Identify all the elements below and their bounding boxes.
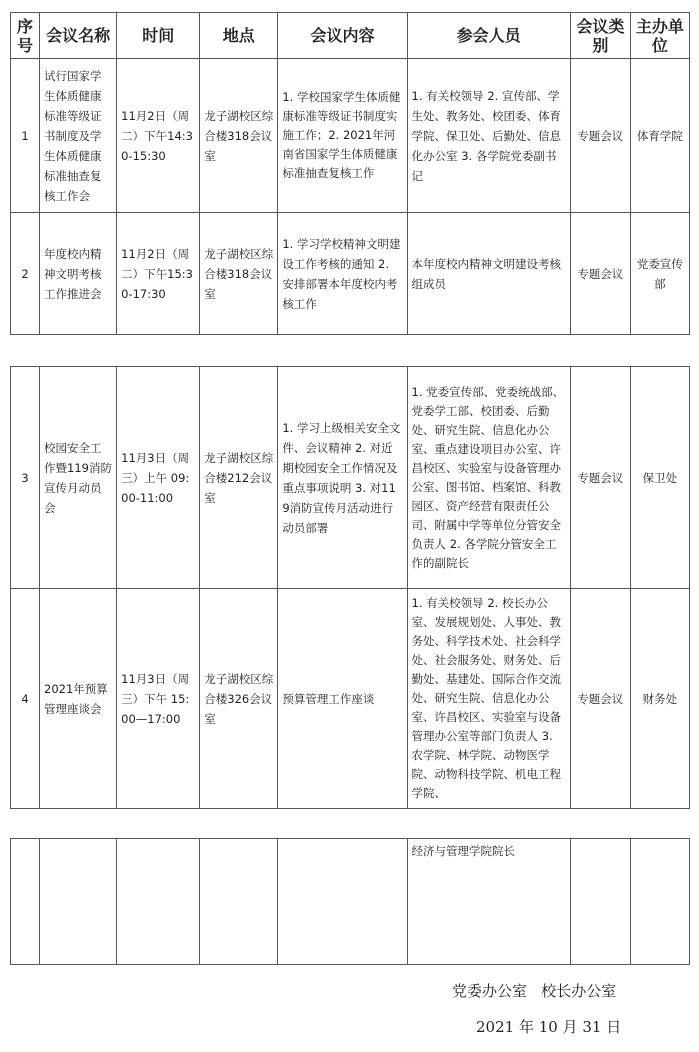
row-time: 11月2日（周二）下午14:30-15:30 <box>117 59 200 213</box>
empty-cell <box>200 839 278 965</box>
row-place: 龙子湖校区综合楼318会议室 <box>200 59 278 213</box>
row-time: 11月3日（周三）上午 09:00-11:00 <box>117 367 200 589</box>
table-continuation-row <box>11 839 690 965</box>
row-unit: 保卫处 <box>630 367 689 589</box>
row-seq: 2 <box>11 213 40 335</box>
row-type: 专题会议 <box>570 59 630 213</box>
table-row <box>11 589 690 809</box>
header-type: 会议类别 <box>570 13 630 59</box>
header-time: 时间 <box>117 13 200 59</box>
row-place: 龙子湖校区综合楼326会议室 <box>200 589 278 809</box>
header-place: 地点 <box>200 13 278 59</box>
row-people: 1. 党委宣传部、党委统战部、党委学工部、校团委、后勤处、研究生院、信息化办公室、重点建设项目办公室、许昌校区、实验室与设备管理办公室、图书馆、档案馆、科教园区、资产经营有限责任公司、附属中学等单位分管安全负责人 2. 各学院分管安全工作的副院长 <box>407 367 570 589</box>
issuer-signature: 党委办公室 校长办公室 <box>452 982 617 1000</box>
row-place: 龙子湖校区综合楼318会议室 <box>200 213 278 335</box>
row-type: 专题会议 <box>570 367 630 589</box>
table-row <box>11 213 690 335</box>
row-content: 1. 学习学校精神文明建设工作考核的通知 2. 安排部署本年度校内考核工作 <box>278 213 407 335</box>
header-name: 会议名称 <box>40 13 117 59</box>
table-row <box>11 367 690 589</box>
row-type: 专题会议 <box>570 213 630 335</box>
header-seq: 序号 <box>11 13 40 59</box>
row-seq: 1 <box>11 59 40 213</box>
schedule-table-part-2 <box>10 366 690 809</box>
row-content: 1. 学习上级相关安全文件、会议精神 2. 对近期校园安全工作情况及重点事项说明 3. 对119消防宣传月活动进行动员部署 <box>278 367 407 589</box>
empty-cell <box>278 839 407 965</box>
empty-cell <box>40 839 117 965</box>
row-name: 2021年预算管理座谈会 <box>40 589 117 809</box>
row-content: 预算管理工作座谈 <box>278 589 407 809</box>
table-header-row <box>11 13 690 59</box>
row-people: 1. 有关校领导 2. 宣传部、学生处、教务处、校团委、体育学院、保卫处、后勤处、信息化办公室 3. 各学院党委副书记 <box>407 59 570 213</box>
row-type: 专题会议 <box>570 589 630 809</box>
header-unit: 主办单位 <box>630 13 689 59</box>
schedule-table-part-3 <box>10 838 690 965</box>
row-people-continued: 经济与管理学院院长 <box>407 839 570 965</box>
row-unit: 党委宣传部 <box>630 213 689 335</box>
issue-date: 2021 年 10 月 31 日 <box>476 1018 622 1036</box>
row-place: 龙子湖校区综合楼212会议室 <box>200 367 278 589</box>
table-row <box>11 59 690 213</box>
row-time: 11月2日（周二）下午15:30-17:30 <box>117 213 200 335</box>
row-name: 年度校内精神文明考核工作推进会 <box>40 213 117 335</box>
empty-cell <box>117 839 200 965</box>
empty-cell <box>11 839 40 965</box>
empty-cell <box>570 839 630 965</box>
schedule-table-part-1 <box>10 12 690 335</box>
row-seq: 3 <box>11 367 40 589</box>
row-name: 试行国家学生体质健康标准等级证书制度及学生体质健康标准抽查复核工作会 <box>40 59 117 213</box>
row-unit: 体育学院 <box>630 59 689 213</box>
row-time: 11月3日（周三）下午 15:00—17:00 <box>117 589 200 809</box>
row-people: 1. 有关校领导 2. 校长办公室、发展规划处、人事处、教务处、科学技术处、社会科学处、社会服务处、财务处、后勤处、基建处、国际合作交流处、研究生院、信息化办公室、许昌校区、实验室与设备管理办公室等部门负责人 3. 农学院、林学院、动物医学院、动物科技学院、机电工程学院、 <box>407 589 570 809</box>
header-content: 会议内容 <box>278 13 407 59</box>
row-content: 1. 学校国家学生体质健康标准等级证书制度实施工作；2. 2021年河南省国家学生体质健康标准抽查复核工作 <box>278 59 407 213</box>
header-people: 参会人员 <box>407 13 570 59</box>
row-unit: 财务处 <box>630 589 689 809</box>
row-people: 本年度校内精神文明建设考核组成员 <box>407 213 570 335</box>
row-seq: 4 <box>11 589 40 809</box>
row-name: 校园安全工作暨119消防宣传月动员会 <box>40 367 117 589</box>
empty-cell <box>630 839 689 965</box>
